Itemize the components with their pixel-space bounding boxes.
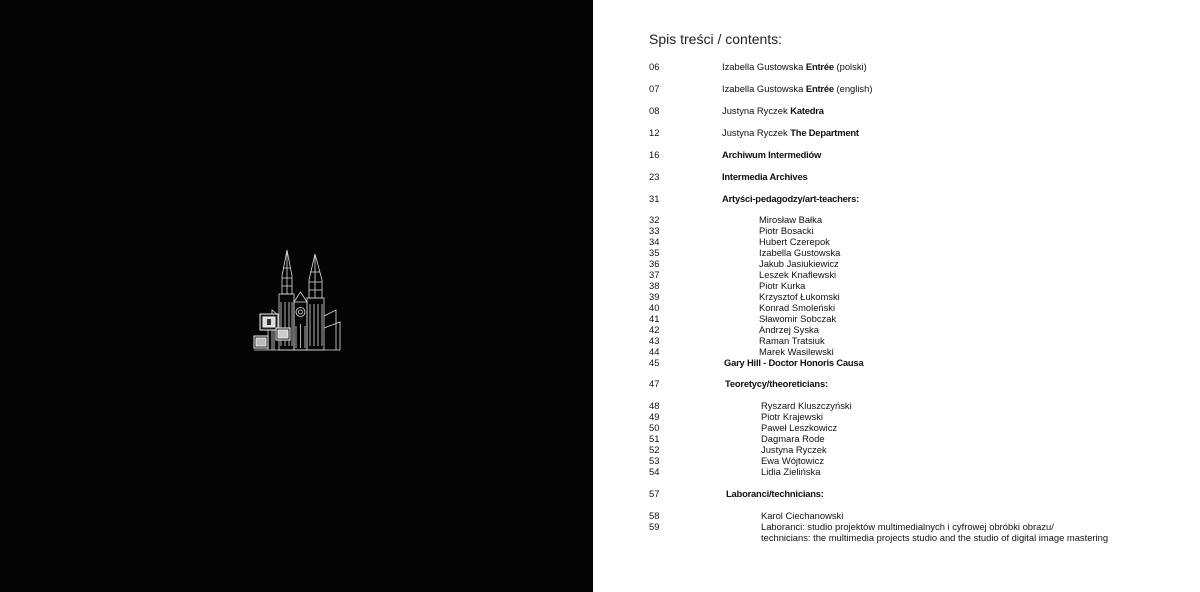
- toc-person-name: Piotr Kurka: [759, 280, 806, 291]
- toc-entry-text: Izabella Gustowska Entrée (english): [722, 83, 873, 94]
- toc-page-number: 23: [649, 171, 660, 182]
- toc-person-name: Andrzej Syska: [759, 324, 819, 335]
- toc-page-number: 07: [649, 83, 660, 94]
- toc-page-number: 39: [649, 291, 660, 302]
- toc-person-name: Hubert Czerepok: [759, 236, 830, 247]
- toc-page-number: 16: [649, 149, 660, 160]
- toc-page-number: 54: [649, 466, 660, 477]
- toc-page-number: 37: [649, 269, 660, 280]
- toc-person-name: Raman Tratsiuk: [759, 335, 825, 346]
- toc-person-name: Krzysztof Łukomski: [759, 291, 840, 302]
- toc-page-number: 35: [649, 247, 660, 258]
- toc-page-number: 48: [649, 400, 660, 411]
- toc-page-number: 12: [649, 127, 660, 138]
- toc-page-number: 47: [649, 378, 660, 389]
- toc-entry-text: Archiwum Intermediów: [722, 149, 822, 160]
- toc-page-number: 51: [649, 433, 660, 444]
- toc-person-name: Marek Wasilewski: [759, 346, 834, 357]
- toc-entry-text: Izabella Gustowska Entrée (polski): [722, 61, 867, 72]
- toc-page-number: 41: [649, 313, 660, 324]
- toc-page-number: 52: [649, 444, 660, 455]
- toc-person-name: Jakub Jasiukiewicz: [759, 258, 839, 269]
- toc-entry-text: Justyna Ryczek Katedra: [722, 105, 824, 116]
- toc-page-number: 59: [649, 521, 660, 532]
- toc-page-number: 58: [649, 510, 660, 521]
- toc-person-name: Konrad Smoleński: [759, 302, 836, 313]
- toc-entry-text: Laboranci/technicians:: [726, 488, 824, 499]
- toc-page-number: 06: [649, 61, 660, 72]
- toc-entry-text: Justyna Ryczek The Department: [722, 127, 859, 138]
- toc-person-name: Sławomir Sobczak: [759, 313, 837, 324]
- toc-entry-text: Gary Hill - Doctor Honoris Causa: [724, 357, 864, 368]
- toc-page-number: 45: [649, 357, 660, 368]
- toc-page-number: 34: [649, 236, 660, 247]
- toc-entry-text: technicians: the multimedia projects studio and the studio of digital image mastering: [761, 532, 1109, 543]
- toc-person-name: Piotr Bosacki: [759, 225, 814, 236]
- toc-page-number: 31: [649, 193, 660, 204]
- toc-page-number: 50: [649, 422, 660, 433]
- toc-page-number: 33: [649, 225, 660, 236]
- toc-person-name: Leszek Knaflewski: [759, 269, 837, 280]
- toc-person-name: Izabella Gustowska: [759, 247, 841, 258]
- toc-page-number: 44: [649, 346, 660, 357]
- toc-page-number: 08: [649, 105, 660, 116]
- toc-page-number: 36: [649, 258, 660, 269]
- toc-page-number: 43: [649, 335, 660, 346]
- toc-person-name: Lidia Zielińska: [761, 466, 821, 477]
- toc-entry-text: Artyści-pedagodzy/art-teachers:: [722, 193, 860, 204]
- toc-person-name: Karol Ciechanowski: [761, 510, 844, 521]
- toc-page-number: 32: [649, 214, 660, 225]
- cover-page: [0, 0, 593, 592]
- toc-entry-text: Intermedia Archives: [722, 171, 808, 182]
- contents-page: [593, 0, 1200, 592]
- toc-page-number: 42: [649, 324, 660, 335]
- toc-person-name: Piotr Krajewski: [761, 411, 823, 422]
- toc-person-name: Paweł Leszkowicz: [761, 422, 838, 433]
- toc-page-number: 38: [649, 280, 660, 291]
- cathedral-with-monitors-icon: [250, 246, 342, 356]
- toc-page-number: 53: [649, 455, 660, 466]
- toc-person-name: Justyna Ryczek: [761, 444, 827, 455]
- page-title: Spis treści / contents:: [649, 31, 783, 47]
- toc-page-number: 40: [649, 302, 660, 313]
- toc-page-number: 49: [649, 411, 660, 422]
- toc-person-name: Mirosław Bałka: [759, 214, 823, 225]
- toc-person-name: Ryszard Kluszczyński: [761, 400, 852, 411]
- toc-person-name: Dagmara Rode: [761, 433, 825, 444]
- toc-person-name: Ewa Wójtowicz: [761, 455, 825, 466]
- toc-entry-text: Teoretycy/theoreticians:: [725, 378, 828, 389]
- toc-entry-text: Laboranci: studio projektów multimedialnych i cyfrowej obróbki obrazu/: [761, 521, 1054, 532]
- toc-page-number: 57: [649, 488, 660, 499]
